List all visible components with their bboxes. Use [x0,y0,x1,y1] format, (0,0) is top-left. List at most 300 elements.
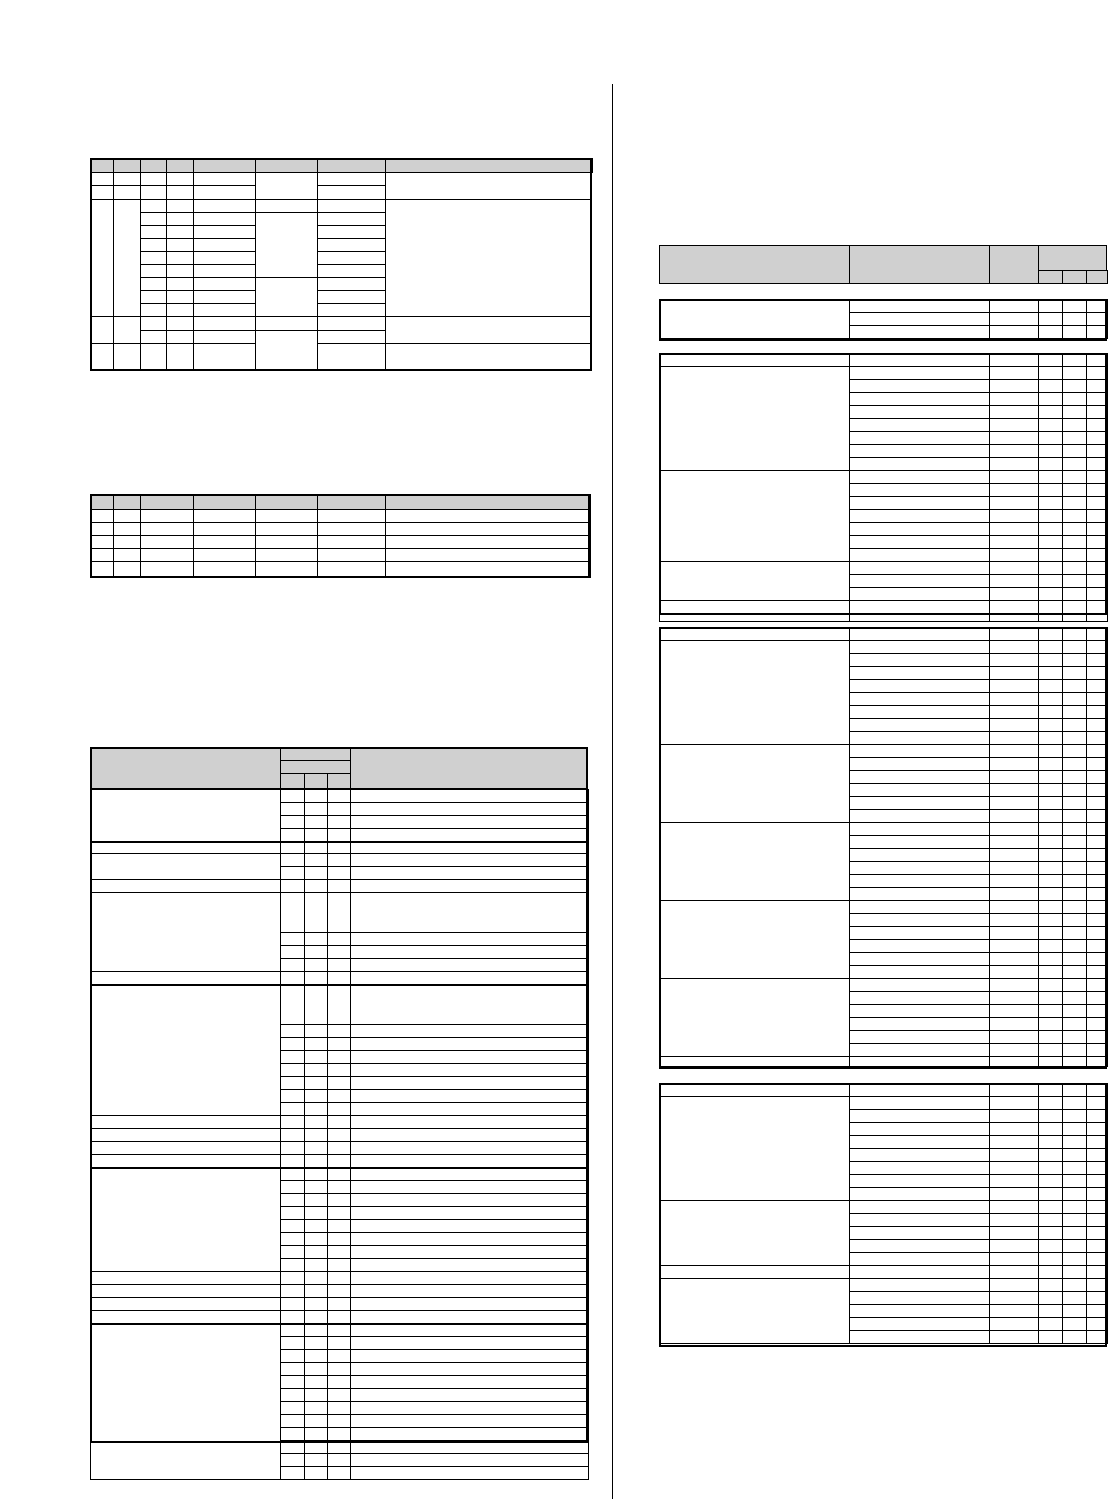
table-row [849,1239,990,1253]
table-row [1062,861,1087,875]
table-row [1038,1330,1063,1344]
table-row [280,1323,305,1337]
table-row [849,561,990,575]
table-cell [90,971,281,985]
table-row [317,509,386,523]
table-row [280,1271,305,1285]
table-row [849,822,990,836]
table-row [327,945,351,959]
table-cell [90,1284,281,1298]
table-row [385,535,591,549]
table-row [989,939,1039,953]
table-row [1038,731,1063,745]
table-row [113,509,141,523]
table-row [1038,835,1063,849]
table-row [280,971,305,985]
table-row [989,1043,1039,1057]
table-row [280,1388,305,1402]
table-row [1038,978,1063,992]
table-row [327,971,351,985]
table-row [1062,431,1087,445]
table-row [849,783,990,797]
table-cell [659,470,850,562]
table-row [317,535,386,549]
table-row [1062,509,1087,523]
table-row [304,1336,328,1350]
table-row [327,1076,351,1090]
table-cell [193,238,256,252]
table-row [327,1128,351,1142]
table-row [989,640,1039,654]
table-cell [166,330,194,344]
table-cell [193,303,256,317]
table-row [350,1141,589,1155]
table-row [280,853,305,867]
table-row [280,1076,305,1090]
table-row [1062,770,1087,784]
table-cell [255,212,318,278]
table-row [849,952,990,966]
table-row [989,431,1039,445]
table-row [1038,574,1063,588]
table-row [849,1317,990,1331]
table-row [280,1206,305,1220]
table-row [989,1161,1039,1175]
table-row [350,815,589,829]
table-row [989,809,1039,823]
table-row [327,802,351,816]
table-row [989,835,1039,849]
table-cell [140,238,167,252]
table-cell [317,316,386,331]
table-cell [90,984,281,1116]
table-row [280,1154,305,1168]
table-row [849,1161,990,1175]
table-row [280,984,305,1025]
table-row [1062,1056,1087,1067]
table-row [304,866,328,880]
table-header-cell [849,245,990,284]
table-row [280,1453,305,1467]
table-row [849,1056,990,1067]
table-row [849,535,990,549]
table-row [849,978,990,992]
table-row [989,353,1039,367]
table-cell [385,199,592,317]
table-row [1062,1030,1087,1044]
table-row [1038,325,1063,339]
table-row [1038,600,1063,614]
table-cell [659,1278,850,1344]
table-row [1038,640,1063,654]
table-row [327,892,351,933]
table-row [849,887,990,901]
table-row [304,892,328,933]
table-header-cell [659,245,850,284]
table-cell [90,185,114,200]
table-row [1038,483,1063,497]
table-row [849,757,990,771]
table-row [1038,1030,1063,1044]
table-row [304,1232,328,1246]
table-row [304,1245,328,1259]
table-row [350,1245,589,1259]
table-cell [659,353,850,367]
table-row [849,496,990,510]
table-row [989,522,1039,536]
table-cell [140,225,167,239]
table-row [1038,1226,1063,1240]
table-cell [659,640,850,745]
table-row [1038,1096,1063,1110]
table-row [989,887,1039,901]
table-row [1038,744,1063,758]
table-cell [659,627,850,641]
table-row [1038,679,1063,693]
table-row [304,1310,328,1324]
table-row [1062,1096,1087,1110]
table-row [350,1297,589,1311]
table-row [849,1252,990,1266]
table-row [1062,731,1087,745]
table-row [989,770,1039,784]
table-cell [113,185,141,200]
table-row [1062,679,1087,693]
table-cell [659,822,850,979]
table-row [1038,1148,1063,1162]
table-row [280,1024,305,1038]
table-row [304,828,328,842]
table-row [1062,1317,1087,1331]
table-row [350,1037,589,1051]
table-row [280,945,305,959]
table-cell [90,853,281,880]
table-row [989,679,1039,693]
table-row [327,1232,351,1246]
table-row [193,522,256,536]
table-row [1038,926,1063,940]
table-cell [166,172,194,186]
table-row [1038,431,1063,445]
table-row [327,958,351,972]
table-row [280,789,305,803]
table-row [1062,900,1087,914]
table-row [989,705,1039,719]
table-row [989,900,1039,914]
table-row [327,828,351,842]
table-row [989,1135,1039,1149]
table-cell [90,316,114,344]
table-row [1062,299,1087,313]
table-row [1038,627,1063,641]
table-cell [317,290,386,304]
table-row [1062,1187,1087,1201]
table-row [327,1323,351,1337]
table-rule [1105,353,1107,615]
table-row [327,1336,351,1350]
table-row [849,1226,990,1240]
table-cell [317,330,386,344]
table-row [1038,965,1063,979]
table-row [1062,1043,1087,1057]
table-row [280,1167,305,1181]
table-row [1038,561,1063,575]
table-cell [659,299,850,339]
table-row [350,1427,589,1441]
table-row [317,548,386,562]
table-row [849,1174,990,1188]
table-row [304,1453,328,1467]
table-row [1038,1043,1063,1057]
table-row [304,1414,328,1428]
table-cell [166,238,194,252]
table-row [989,692,1039,706]
table-row [350,1128,589,1142]
table-rule [588,494,590,578]
table-header-cell [113,158,141,173]
table-cell [166,199,194,213]
table-row [849,379,990,393]
table-row [327,1245,351,1259]
table-row [280,1141,305,1155]
table-row [304,1388,328,1402]
table-row [849,1148,990,1162]
table-row [327,1453,351,1467]
table-row [1038,692,1063,706]
table-rule [659,627,1107,629]
table-row [1062,325,1087,339]
table-row [304,1323,328,1337]
table-row [385,548,591,562]
table-row [1062,366,1087,380]
table-cell [90,1154,281,1168]
table-cell [140,277,167,291]
table-row [280,1245,305,1259]
table-row [989,1096,1039,1110]
table-cell [166,277,194,291]
table-cell [140,212,167,226]
table-rule [659,1083,1107,1085]
table-row [989,731,1039,745]
table-row [1038,1252,1063,1266]
table-rule [90,494,92,578]
table-cell [193,172,256,186]
table-row [304,853,328,867]
table-row [304,932,328,946]
table-cell [317,212,386,226]
table-row [989,1278,1039,1292]
table-row [1038,312,1063,326]
table-row [1062,379,1087,393]
table-row [350,853,589,867]
table-row [90,548,114,562]
table-row [350,802,589,816]
table-row [304,815,328,829]
table-cell [90,1323,281,1480]
table-row [350,1388,589,1402]
table-row [1062,353,1087,367]
table-cell [255,199,318,213]
table-row [989,1265,1039,1279]
function-list-table [659,245,1107,1349]
table-row [849,600,990,614]
table-row [849,692,990,706]
table-row [1038,796,1063,810]
table-row [1062,392,1087,406]
table-row [304,958,328,972]
table-row [1038,1239,1063,1253]
table-row [849,731,990,745]
table-row [1062,1304,1087,1318]
table-row [350,984,589,1025]
table-rule [659,627,661,1069]
table-header-cell [1038,270,1063,284]
table-cell [90,1271,281,1285]
table-cell [113,199,141,317]
table-row [989,1109,1039,1123]
table-header-cell [385,158,593,173]
table-row [350,1115,589,1129]
table-row [849,1083,990,1097]
table-row [989,1187,1039,1201]
table-row [849,770,990,784]
table-row [1038,1135,1063,1149]
table-cell [317,343,386,371]
table-row [1038,1122,1063,1136]
table-cell [317,303,386,317]
table-cell [317,225,386,239]
table-row [1038,587,1063,601]
table-row [304,1193,328,1207]
table-row [849,666,990,680]
table-row [304,1024,328,1038]
table-cell [659,978,850,1057]
table-row [849,679,990,693]
table-row [327,1349,351,1363]
table-row [280,1297,305,1311]
table-row [327,1141,351,1155]
table-row [280,1050,305,1064]
table-row [1038,666,1063,680]
table-row [1062,965,1087,979]
table-row [989,1291,1039,1305]
table-row [304,1037,328,1051]
table-row [350,1193,589,1207]
table-row [989,718,1039,732]
table-header-cell [255,158,318,173]
table-cell [255,172,318,200]
table-rule [659,299,1107,301]
table-row [849,627,990,641]
table-row [1062,418,1087,432]
table-row [350,1375,589,1389]
table-cell [90,1310,281,1324]
table-header-cell [90,747,281,789]
table-cell [166,185,194,200]
table-row [1062,887,1087,901]
table-row [849,835,990,849]
table-row [1062,1135,1087,1149]
table-row [1062,600,1087,614]
table-row [849,574,990,588]
table-header-cell [327,773,351,789]
table-row [1062,405,1087,419]
table-row [1038,535,1063,549]
table-row [989,965,1039,979]
table-row [280,879,305,893]
table-row [849,444,990,458]
table-row [1038,405,1063,419]
table-row [989,848,1039,862]
table-row [1062,522,1087,536]
table-cell [193,251,256,265]
table-row [280,1037,305,1051]
table-row [327,789,351,803]
table-row [317,522,386,536]
table-row [327,1388,351,1402]
table-row [849,1030,990,1044]
table-row [849,965,990,979]
table-row [140,522,194,536]
table-row [989,1200,1039,1214]
table-row [280,1115,305,1129]
table-row [849,744,990,758]
table-row [989,535,1039,549]
table-header-cell [350,747,588,789]
table-row [1062,952,1087,966]
table-row [327,1219,351,1233]
table-cell [317,172,386,186]
table-row [849,431,990,445]
table-row [849,1004,990,1018]
table-row [304,971,328,985]
table-header-cell [255,494,318,510]
table-row [849,1109,990,1123]
table-row [1038,757,1063,771]
table-row [849,1330,990,1344]
table-row [849,522,990,536]
table-row [989,627,1039,641]
table-row [280,1401,305,1415]
table-row [1062,835,1087,849]
table-row [304,1089,328,1103]
table-cell [659,744,850,823]
table-row [1038,509,1063,523]
table-row [304,1401,328,1415]
table-cell [659,561,850,601]
table-cell [166,290,194,304]
table-row [327,1427,351,1441]
table-row [280,1232,305,1246]
table-row [849,796,990,810]
table-header-cell [280,747,351,761]
table-row [280,1310,305,1324]
table-cell [193,330,256,344]
table-row [1038,887,1063,901]
table-rule [90,747,588,749]
table-row [350,1414,589,1428]
table-cell [659,1083,850,1097]
table-cell [140,330,167,344]
table-row [304,1297,328,1311]
table-row [989,379,1039,393]
table-row [989,1017,1039,1031]
table-cell [255,330,318,371]
table-header-cell [280,760,351,774]
table-row [1038,366,1063,380]
table-row [304,1115,328,1129]
table-row [849,861,990,875]
